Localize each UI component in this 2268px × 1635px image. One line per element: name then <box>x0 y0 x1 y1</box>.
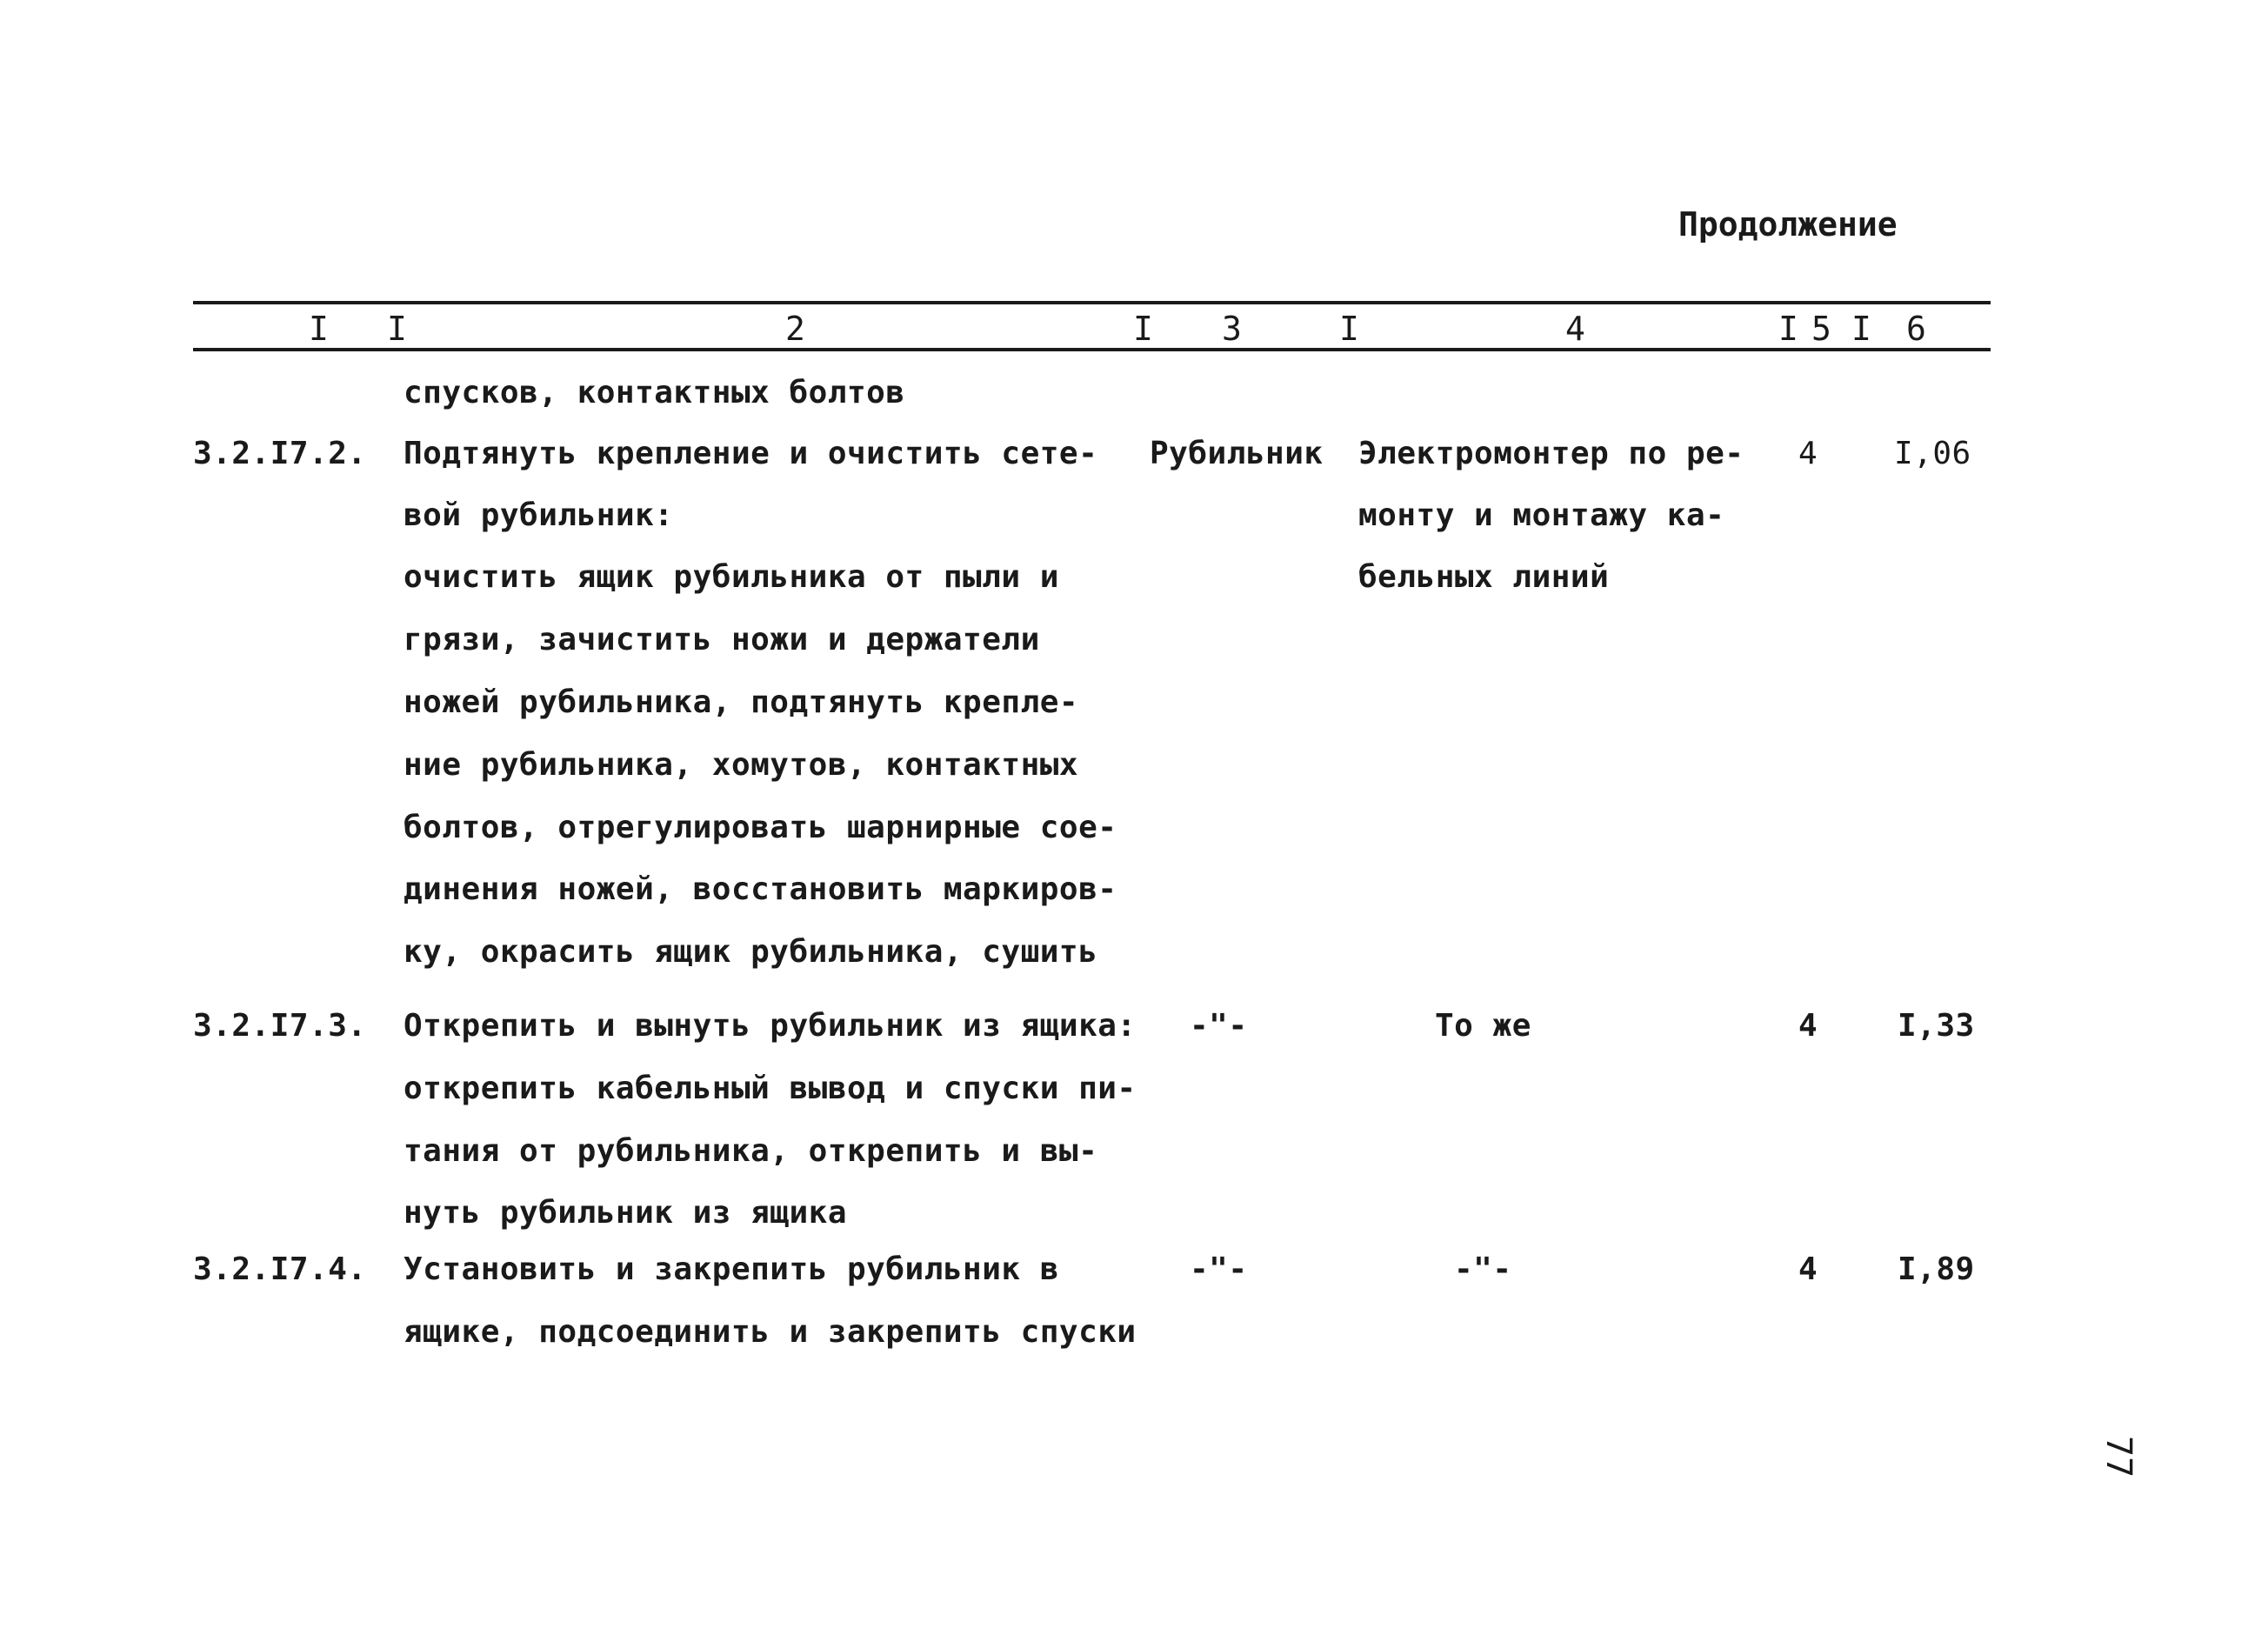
col-separator-5: I <box>1851 310 1871 348</box>
row-worker-line: монту и монтажу ка- <box>1358 497 1725 533</box>
page-number: 77 <box>2098 1435 2139 1478</box>
row-desc-line: ножей рубильника, подтянуть крепле- <box>404 684 1079 720</box>
col-header-6: 6 <box>1906 310 1926 348</box>
row-norm: I,06 <box>1894 436 1971 471</box>
row-worker-line: То же <box>1435 1008 1531 1044</box>
row-worker-line: Электромонтер по ре- <box>1358 436 1744 471</box>
col-header-1: I <box>309 310 329 348</box>
col-separator-2: I <box>1133 310 1153 348</box>
row-norm: I,33 <box>1898 1008 1975 1044</box>
row-code: 3.2.I7.2. <box>193 436 367 471</box>
row-worker-line: бельных линий <box>1358 559 1610 595</box>
row-object: -"- <box>1190 1008 1248 1044</box>
row-norm: I,89 <box>1898 1251 1975 1287</box>
row-desc-line: Открепить и вынуть рубильник из ящика: <box>404 1008 1137 1044</box>
row-grade: 4 <box>1798 1008 1818 1044</box>
row-desc-line: нуть рубильник из ящика <box>404 1195 847 1231</box>
table-header-rule <box>193 348 1991 351</box>
col-header-2: 2 <box>785 310 805 348</box>
col-header-4: 4 <box>1565 310 1585 348</box>
row-desc-line: Установить и закрепить рубильник в <box>404 1251 1059 1287</box>
row-object: Рубильник <box>1150 436 1324 471</box>
row-desc-line: тания от рубильника, открепить и вы- <box>404 1133 1098 1169</box>
carryover-text: спусков, контактных болтов <box>404 375 905 410</box>
row-desc-line: Подтянуть крепление и очистить сете- <box>404 436 1098 471</box>
col-separator-1: I <box>387 310 407 348</box>
row-worker-line: -"- <box>1454 1251 1512 1287</box>
row-grade: 4 <box>1798 436 1818 471</box>
row-desc-line: ние рубильника, хомутов, контактных <box>404 747 1079 783</box>
table-top-rule <box>193 301 1991 304</box>
row-desc-line: грязи, зачистить ножи и держатели <box>404 622 1040 657</box>
col-header-3: 3 <box>1222 310 1242 348</box>
row-desc-line: ку, окрасить ящик рубильника, сушить <box>404 934 1098 970</box>
row-desc-line: ящике, подсоединить и закрепить спуски <box>404 1314 1137 1350</box>
row-desc-line: динения ножей, восстановить маркиров- <box>404 871 1117 907</box>
row-desc-line: болтов, отрегулировать шарнирные сое- <box>404 810 1117 845</box>
row-object: -"- <box>1190 1251 1248 1287</box>
col-header-5: 5 <box>1811 310 1831 348</box>
continuation-label: Продолжение <box>1678 205 1898 244</box>
row-code: 3.2.I7.4. <box>193 1251 367 1287</box>
row-desc-line: вой рубильник: <box>404 497 674 533</box>
row-grade: 4 <box>1798 1251 1818 1287</box>
row-desc-line: очистить ящик рубильника от пыли и <box>404 559 1059 595</box>
col-separator-3: I <box>1339 310 1359 348</box>
row-desc-line: открепить кабельный вывод и спуски пи- <box>404 1071 1137 1106</box>
row-code: 3.2.I7.3. <box>193 1008 367 1044</box>
col-separator-4: I <box>1778 310 1798 348</box>
